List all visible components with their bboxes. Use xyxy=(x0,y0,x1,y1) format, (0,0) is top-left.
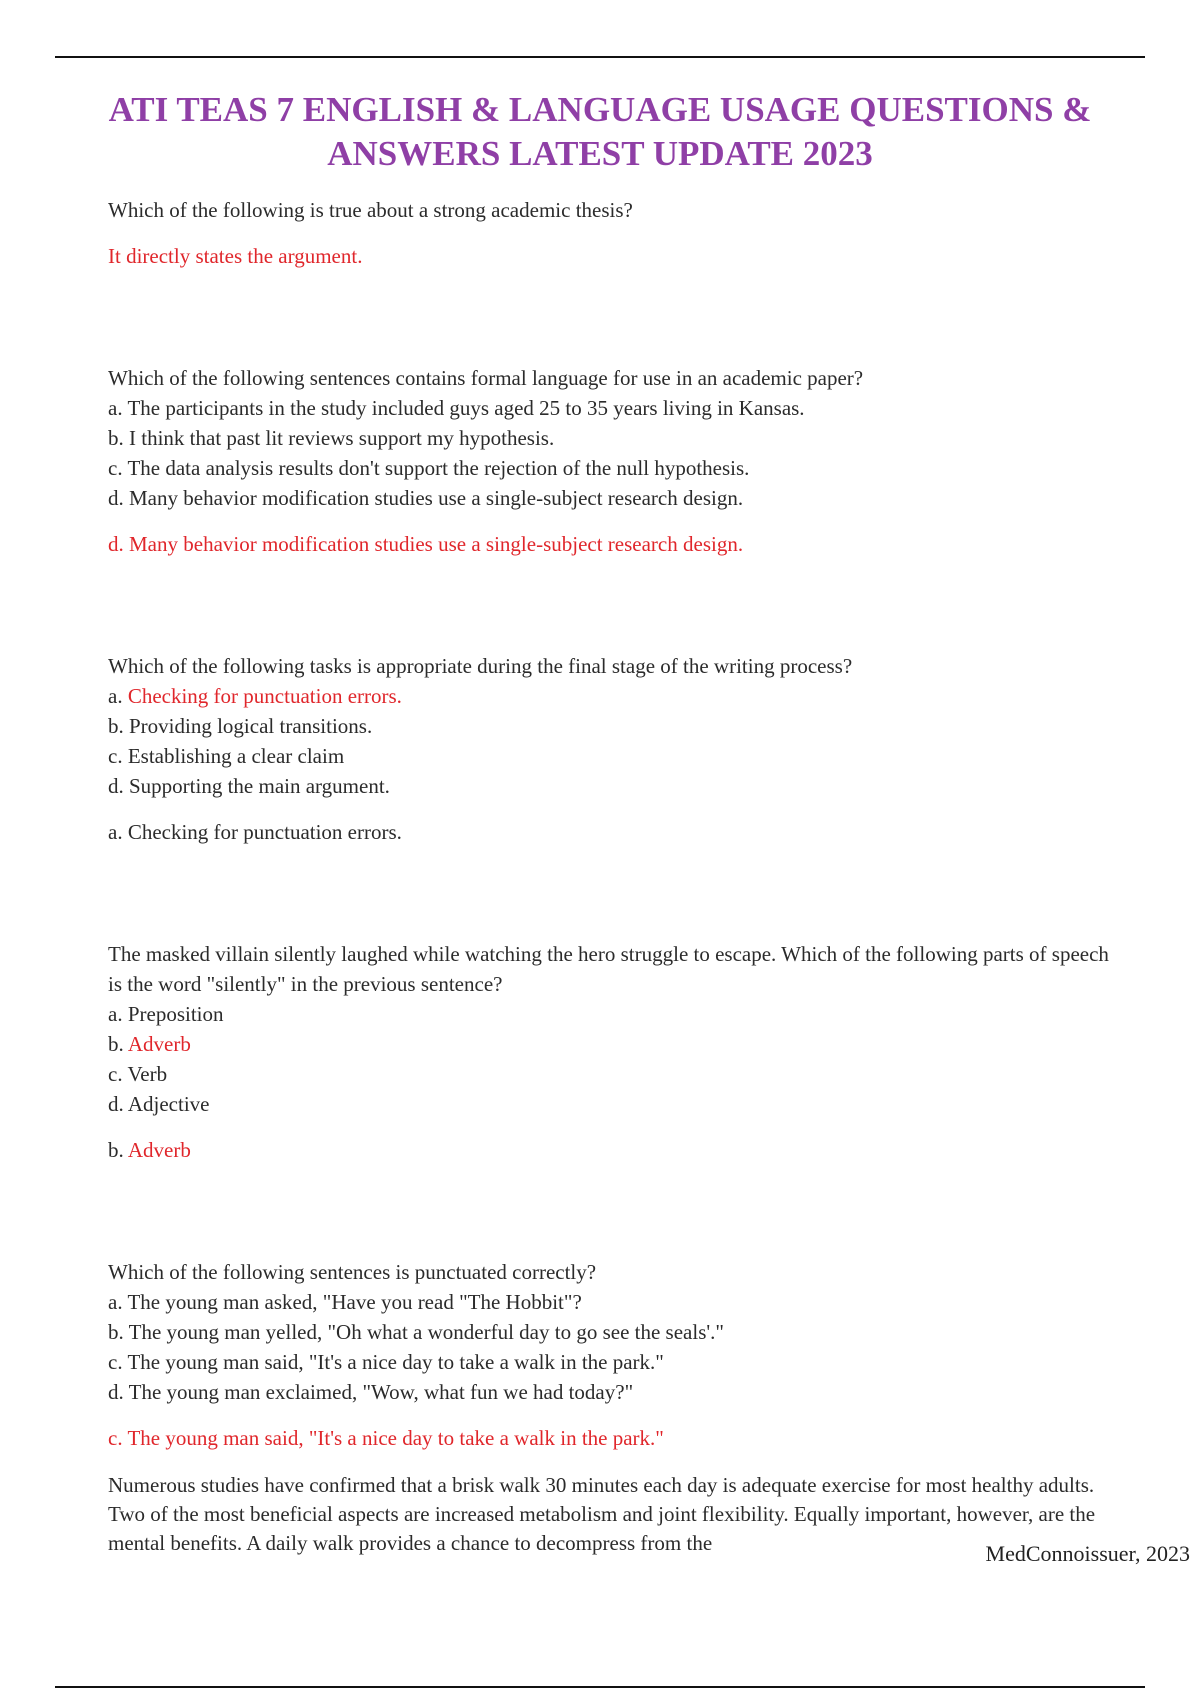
question-block-5 xyxy=(108,1257,1128,1453)
answer-text: a. Checking for punctuation errors. xyxy=(108,820,402,844)
option-prefix: b. xyxy=(108,714,129,738)
title-line-2: ANSWERS LATEST UPDATE 2023 xyxy=(327,134,873,173)
option-text: Providing logical transitions. xyxy=(129,714,373,738)
option-correct-text: Checking for punctuation errors. xyxy=(127,684,402,708)
option-prefix: d. xyxy=(108,1092,128,1116)
answer-prefix: b. xyxy=(108,1138,128,1162)
option-a xyxy=(108,681,1128,711)
option-a: a. The participants in the study included guys aged 25 to 35 years living in Kansas. xyxy=(108,396,805,420)
option-text: Preposition xyxy=(127,1002,224,1026)
question-text: Which of the following is true about a strong academic thesis? xyxy=(108,198,633,222)
option-c xyxy=(108,741,1128,771)
footer-credit: MedConnoissuer, 2023 xyxy=(985,1541,1190,1566)
option-d xyxy=(108,1089,1128,1119)
option-text: Adjective xyxy=(127,1092,210,1116)
top-rule xyxy=(55,56,1145,58)
document-title xyxy=(60,88,1140,176)
document-body xyxy=(108,195,1128,1558)
question-text: Which of the following sentences contains formal language for use in an academic paper? xyxy=(108,366,864,390)
question-block-1 xyxy=(108,195,1128,271)
option-correct-text: Adverb xyxy=(127,1032,191,1056)
answer-text: c. The young man said, "It's a nice day to take a walk in the park." xyxy=(108,1426,664,1450)
option-c: c. The data analysis results don't support the rejection of the null hypothesis. xyxy=(108,456,750,480)
option-d xyxy=(108,771,1128,801)
option-prefix: a. xyxy=(108,684,128,708)
option-prefix: c. xyxy=(108,744,128,768)
option-prefix: b. xyxy=(108,1032,128,1056)
answer-text: It directly states the argument. xyxy=(108,244,363,268)
question-text: Which of the following tasks is appropriate during the final stage of the writing process? xyxy=(108,654,853,678)
answer-text xyxy=(108,1135,1128,1165)
option-text: Supporting the main argument. xyxy=(129,774,390,798)
question-text: The masked villain silently laughed while watching the hero struggle to escape. Which of the following parts of speech is the word "silently" in the previous sentence? xyxy=(108,942,1109,996)
answer-correct-text: Adverb xyxy=(127,1138,191,1162)
question-block-3 xyxy=(108,651,1128,847)
question-block-2 xyxy=(108,363,1128,559)
option-b: b. The young man yelled, "Oh what a wonderful day to go see the seals'." xyxy=(108,1320,724,1344)
answer-text: d. Many behavior modification studies use a single-subject research design. xyxy=(108,532,744,556)
option-d: d. Many behavior modification studies use a single-subject research design. xyxy=(108,486,744,510)
option-prefix: d. xyxy=(108,774,129,798)
option-b xyxy=(108,1029,1128,1059)
title-line-1: ATI TEAS 7 ENGLISH & LANGUAGE USAGE QUESTIONS & xyxy=(108,90,1092,129)
question-block-4 xyxy=(108,939,1128,1165)
option-prefix: c. xyxy=(108,1062,128,1086)
option-b xyxy=(108,711,1128,741)
option-c xyxy=(108,1059,1128,1089)
option-a: a. The young man asked, "Have you read "The Hobbit"? xyxy=(108,1290,582,1314)
bottom-rule xyxy=(55,1686,1145,1688)
reading-passage: Numerous studies have confirmed that a brisk walk 30 minutes each day is adequate exercise for most healthy adults. Two of the most beneficial aspects are increased metabolism and joint flexibility. Equally important, however, are the mental benefits. A daily walk provides a chance to decompress from the xyxy=(108,1473,1096,1555)
option-c: c. The young man said, "It's a nice day to take a walk in the park." xyxy=(108,1350,664,1374)
question-text: Which of the following sentences is punctuated correctly? xyxy=(108,1260,597,1284)
option-prefix: a. xyxy=(108,1002,128,1026)
option-text: Establishing a clear claim xyxy=(127,744,345,768)
option-d: d. The young man exclaimed, "Wow, what fun we had today?" xyxy=(108,1380,634,1404)
option-a xyxy=(108,999,1128,1029)
option-b: b. I think that past lit reviews support my hypothesis. xyxy=(108,426,555,450)
option-text: Verb xyxy=(127,1062,168,1086)
